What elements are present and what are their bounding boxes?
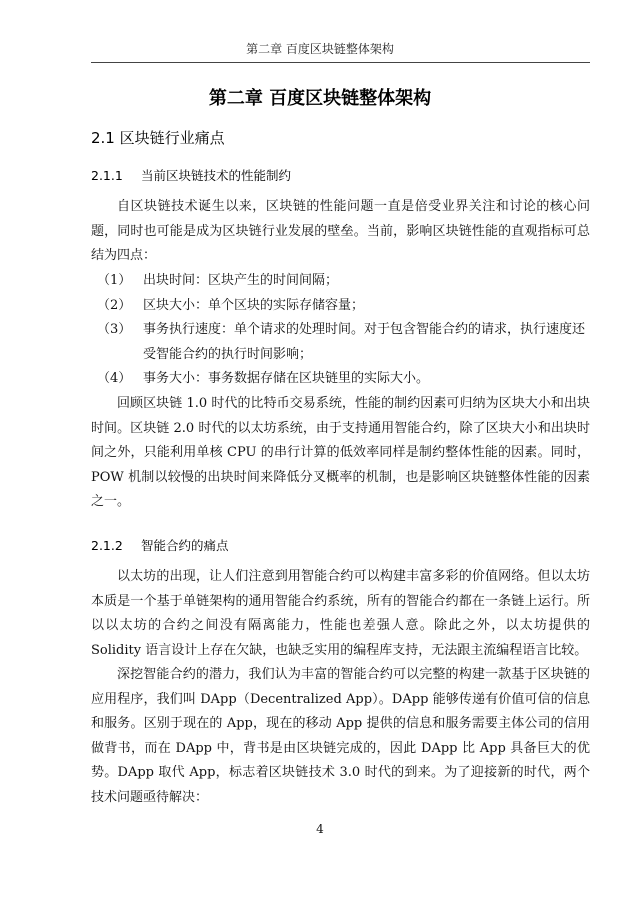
list-item-text: 事务执行速度：单个请求的处理时间。对于包含智能合约的请求，执行速度还 [143,322,586,337]
section-title: 2.1 区块链行业痛点 [91,129,225,147]
list-item [97,318,590,367]
page-number: 4 [316,822,324,836]
list-item [97,367,590,392]
subsection-title: 当前区块链技术的性能制约 [141,168,292,183]
list-item-number: （3） [97,322,132,337]
ethereum-paragraph-block [91,565,590,663]
list-item-number: （1） [97,273,132,288]
list-item-text: 事务大小：事务数据存储在区块链里的实际大小。 [143,371,430,386]
running-header: 第二章 百度区块链整体架构 [246,42,394,56]
review-paragraph-block [91,392,590,515]
intro-paragraph: 自区块链技术诞生以来，区块链的性能问题一直是倍受业界关注和讨论的核心问题，同时也可能是成为区块链行业发展的壁垒。当前，影响区块链性能的直观指标可总结为四点： [91,199,590,263]
dapp-paragraph-block [91,663,590,810]
dapp-paragraph: 深挖智能合约的潜力，我们认为丰富的智能合约可以完整的构建一款基于区块链的应用程序，我们叫 DApp（Decentralized App）。DApp 能够传递有价值可信的信息和服务。区别于现在的 App，现在的移动 App 提供的信息和服务需要主体公司的信用做背书，而在 DApp 中，背书是由区块链完成的，因此 DApp 比 App 具备巨大的优势。DApp 取代 App，标志着区块链技术 3.0 时代的到来。为了迎接新的时代，两个技术问题亟待解决： [91,667,590,805]
chapter-title: 第二章 百度区块链整体架构 [208,88,432,109]
list-item-number: （4） [97,371,132,386]
list-item-continuation: 受智能合约的执行时间影响； [143,346,313,362]
header-rule [91,62,590,63]
subsection-title: 智能合约的痛点 [141,538,229,553]
list-item-text: 出块时间：区块产生的时间间隔； [143,273,339,288]
list-item [97,269,590,294]
subsection-heading-1 [91,166,291,184]
list-item-text: 区块大小：单个区块的实际存储容量； [143,298,365,313]
subsection-number: 2.1.1 [91,168,123,183]
list-item [97,294,590,319]
list-item-number: （2） [97,298,132,313]
subsection-heading-2 [91,536,229,554]
subsection-number: 2.1.2 [91,538,123,553]
intro-paragraph-block [91,195,590,269]
review-paragraph: 回顾区块链 1.0 时代的比特币交易系统，性能的制约因素可归纳为区块大小和出块时间。区块链 2.0 时代的以太坊系统，由于支持通用智能合约，除了区块大小和出块时间之外，只能利用单核 CPU 的串行计算的低效率同样是制约整体性能的因素。同时，POW 机制以较慢的出块时间来降低分叉概率的机制，也是影响区块链整体性能的因素之一。 [91,396,590,509]
ethereum-paragraph: 以太坊的出现，让人们注意到用智能合约可以构建丰富多彩的价值网络。但以太坊本质是一个基于单链架构的通用智能合约系统，所有的智能合约都在一条链上运行。所以以太坊的合约之间没有隔离能力，性能也差强人意。除此之外，以太坊提供的 Solidity 语言设计上存在欠缺，也缺乏实用的编程库支持，无法跟主流编程语言比较。 [91,569,590,658]
